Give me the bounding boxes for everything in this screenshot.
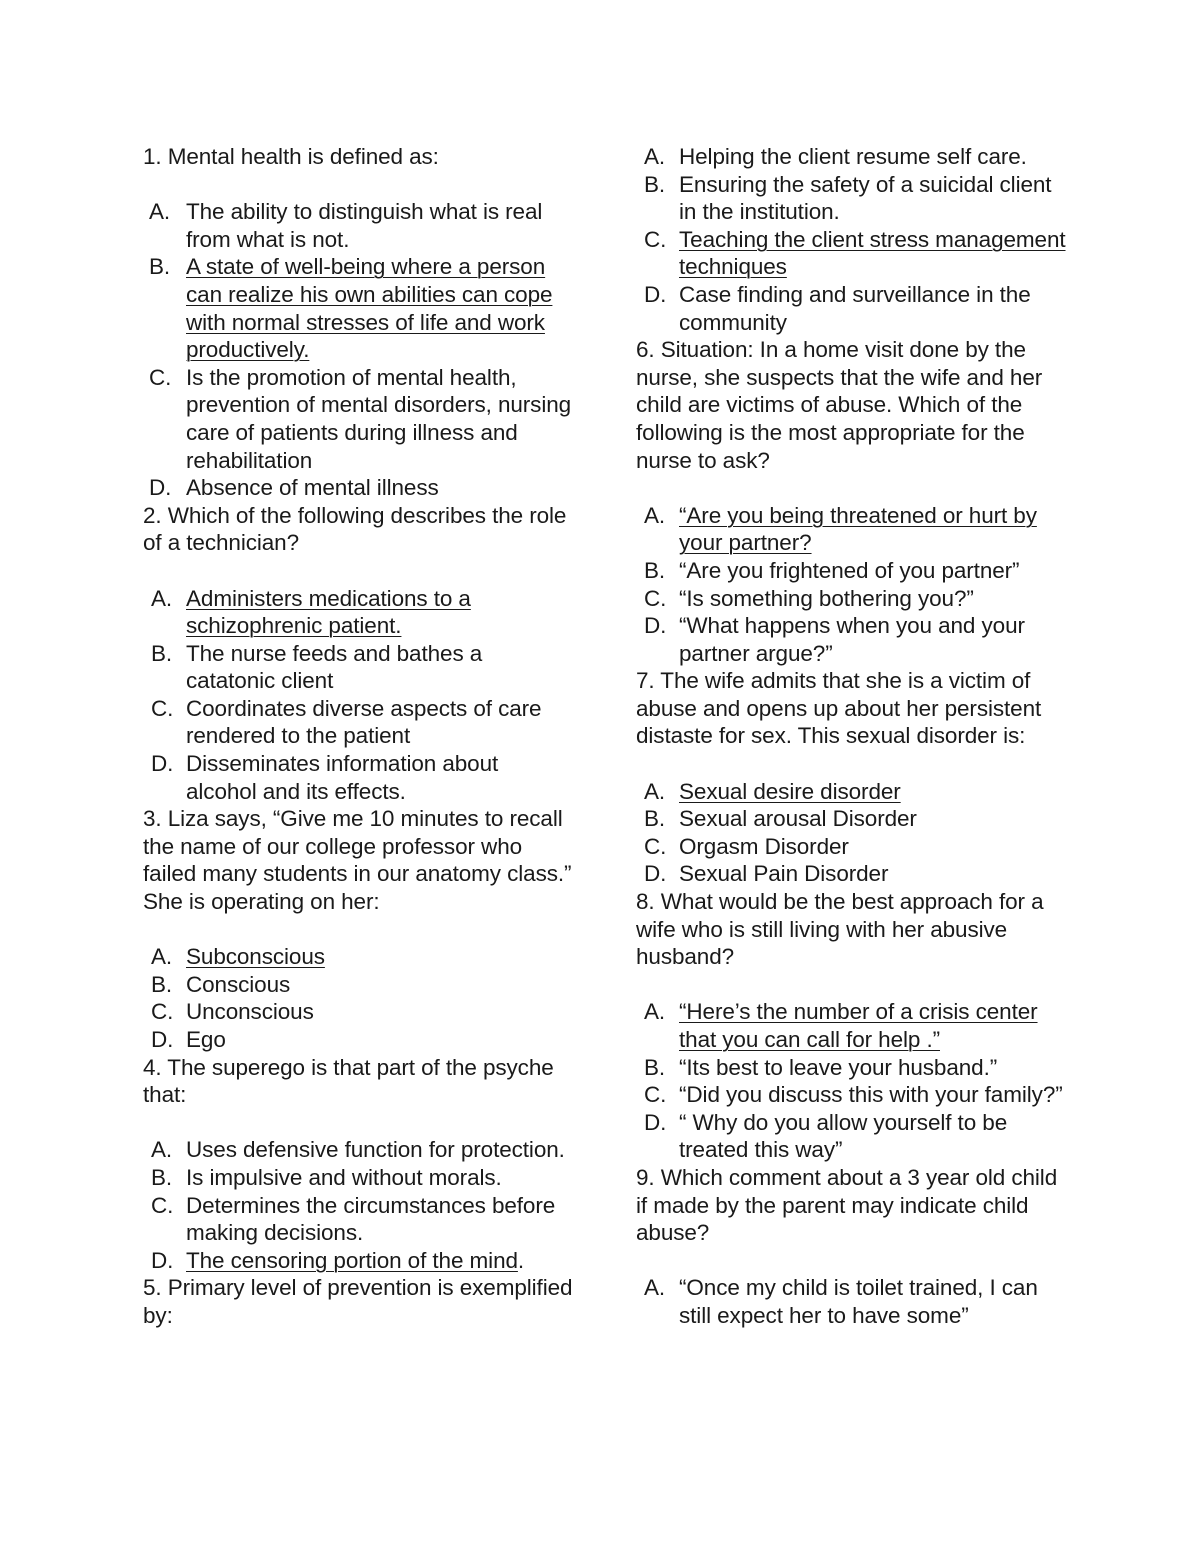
option-text: Ego	[186, 1027, 226, 1052]
option-letter: A.	[644, 144, 666, 169]
option-letter: D.	[151, 1247, 174, 1273]
question-4: 4. The superego is that part of the psyche that:	[143, 1054, 554, 1108]
option-letter: A.	[151, 585, 173, 611]
option-text: The ability to distinguish what is real from what is not.	[186, 199, 543, 252]
option-1c	[143, 364, 573, 474]
option-letter: D.	[644, 281, 667, 307]
option-text: Is impulsive and without morals.	[186, 1164, 502, 1190]
option-text: “Here’s the number of a crisis center that you can call for help .”	[679, 999, 1038, 1052]
option-3d	[143, 1026, 573, 1054]
option-text: “Did you discuss this with your family?”	[679, 1082, 1063, 1108]
option-text: Subconscious	[186, 944, 325, 970]
option-letter: D.	[151, 751, 174, 777]
option-text: Sexual arousal Disorder	[679, 806, 917, 832]
option-5b	[636, 171, 1066, 226]
option-letter: A.	[151, 1137, 173, 1163]
option-6b	[636, 557, 1066, 585]
option-text: Administers medications to a schizophrenic patient.	[186, 585, 471, 639]
question-4-options	[143, 1136, 573, 1274]
option-3a-correct	[143, 943, 573, 971]
option-5c-correct	[636, 226, 1066, 281]
option-text: “Are you frightened of you partner”	[679, 557, 1020, 583]
option-text: “Its best to leave your husband.”	[679, 1054, 998, 1080]
option-2a-correct	[143, 585, 573, 640]
option-letter: A.	[644, 778, 666, 804]
option-suffix: .	[517, 1247, 525, 1273]
option-letter: C.	[151, 1192, 174, 1218]
option-letter: C.	[644, 833, 667, 859]
question-7: 7. The wife admits that she is a victim of abuse and opens up about her persistent distaste for sex. This sexual disorder is:	[636, 668, 1042, 749]
option-text: “Is something bothering you?”	[679, 585, 974, 611]
option-4b	[143, 1164, 573, 1192]
option-text: Determines the circumstances before making decisions.	[186, 1192, 556, 1246]
option-2c	[143, 695, 573, 750]
option-text: “ Why do you allow yourself to be treated this way”	[679, 1109, 1008, 1163]
question-1: 1. Mental health is defined as:	[143, 144, 439, 169]
option-3b	[143, 971, 573, 999]
option-text: Unconscious	[186, 999, 314, 1025]
option-letter: A.	[644, 502, 666, 528]
question-2: 2. Which of the following describes the role of a technician?	[143, 502, 567, 556]
option-text: Is the promotion of mental health, prevention of mental disorders, nursing care of patients during illness and rehabilitation	[186, 364, 572, 473]
option-letter: B.	[149, 254, 171, 280]
option-text: A state of well-being where a person can realize his own abilities can cope with normal stresses of life and work productively.	[186, 254, 553, 363]
option-8a-correct	[636, 998, 1066, 1053]
option-4a	[143, 1136, 573, 1164]
option-letter: B.	[151, 1164, 173, 1190]
option-text: Disseminates information about alcohol and its effects.	[186, 751, 499, 804]
option-7b	[636, 805, 1066, 833]
option-5d	[636, 281, 1066, 336]
question-5: 5. Primary level of prevention is exemplified by:	[143, 1275, 573, 1328]
option-letter: C.	[151, 999, 174, 1025]
question-3-options	[143, 943, 573, 1053]
option-4d-correct	[143, 1247, 573, 1275]
option-text: “Once my child is toilet trained, I can still expect her to have some”	[679, 1275, 1038, 1328]
option-text: Ensuring the safety of a suicidal client in the institution.	[679, 171, 1052, 225]
option-4c	[143, 1192, 573, 1247]
option-text: The nurse feeds and bathes a catatonic client	[186, 640, 483, 694]
option-text: Sexual Pain Disorder	[679, 861, 889, 887]
option-letter: B.	[644, 171, 666, 197]
option-1b-correct	[143, 253, 573, 363]
option-text: Teaching the client stress management techniques	[679, 226, 1066, 280]
option-text: Absence of mental illness	[186, 475, 439, 501]
option-text: Coordinates diverse aspects of care rendered to the patient	[186, 695, 542, 749]
option-letter: B.	[644, 1054, 666, 1080]
option-6d	[636, 612, 1066, 667]
question-3: 3. Liza says, “Give me 10 minutes to recall the name of our college professor who failed many students in our anatomy class.” She is operating on her:	[143, 806, 572, 915]
question-1-options	[143, 198, 573, 502]
option-letter: B.	[644, 806, 666, 832]
option-text: Uses defensive function for protection.	[186, 1137, 565, 1163]
question-7-options	[636, 778, 1066, 888]
option-letter: C.	[149, 364, 172, 390]
option-9a	[636, 1274, 1066, 1329]
option-text: “Are you being threatened or hurt by your partner?	[679, 502, 1037, 556]
option-letter: B.	[151, 640, 173, 666]
left-column	[143, 143, 573, 1330]
option-letter: D.	[644, 1109, 667, 1135]
option-text: Orgasm Disorder	[679, 833, 849, 859]
option-letter: A.	[644, 999, 666, 1025]
option-letter: B.	[644, 557, 666, 583]
question-6: 6. Situation: In a home visit done by the nurse, she suspects that the wife and her child are victims of abuse. Which of the following is the most appropriate for the nurse to ask?	[636, 337, 1043, 473]
option-5a	[636, 143, 1066, 171]
option-letter: D.	[644, 861, 667, 887]
question-8-options	[636, 998, 1066, 1164]
option-7d	[636, 860, 1066, 888]
option-2b	[143, 640, 573, 695]
option-text: Case finding and surveillance in the community	[679, 281, 1031, 335]
option-text: Conscious	[186, 971, 291, 997]
option-letter: C.	[644, 1082, 667, 1108]
option-6c	[636, 585, 1066, 613]
option-8b	[636, 1054, 1066, 1082]
option-letter: C.	[644, 585, 667, 611]
option-8c	[636, 1081, 1066, 1109]
question-2-options	[143, 585, 573, 806]
option-letter: D.	[151, 1027, 174, 1052]
option-1d	[143, 474, 573, 502]
option-text: Helping the client resume self care.	[679, 144, 1027, 169]
question-5-options	[636, 143, 1066, 336]
option-text: The censoring portion of the mind	[186, 1247, 518, 1273]
option-letter: A.	[149, 199, 171, 225]
option-text: “What happens when you and your partner argue?”	[679, 613, 1025, 666]
question-8: 8. What would be the best approach for a wife who is still living with her abusive husband?	[636, 889, 1044, 970]
option-3c	[143, 998, 573, 1026]
question-6-options	[636, 502, 1066, 668]
option-letter: A.	[644, 1275, 666, 1301]
option-8d	[636, 1109, 1066, 1164]
right-column	[636, 143, 1066, 1330]
option-letter: A.	[151, 944, 173, 970]
option-text: Sexual desire disorder	[679, 778, 901, 804]
option-7c	[636, 833, 1066, 861]
option-1a	[143, 198, 573, 253]
option-6a-correct	[636, 502, 1066, 557]
question-9: 9. Which comment about a 3 year old child if made by the parent may indicate child abuse?	[636, 1164, 1058, 1246]
option-letter: D.	[644, 613, 667, 639]
option-letter: B.	[151, 971, 173, 997]
option-letter: C.	[151, 695, 174, 721]
option-letter: D.	[149, 475, 172, 501]
option-2d	[143, 750, 573, 805]
question-9-options	[636, 1274, 1066, 1329]
option-letter: C.	[644, 226, 667, 252]
option-7a-correct	[636, 778, 1066, 806]
